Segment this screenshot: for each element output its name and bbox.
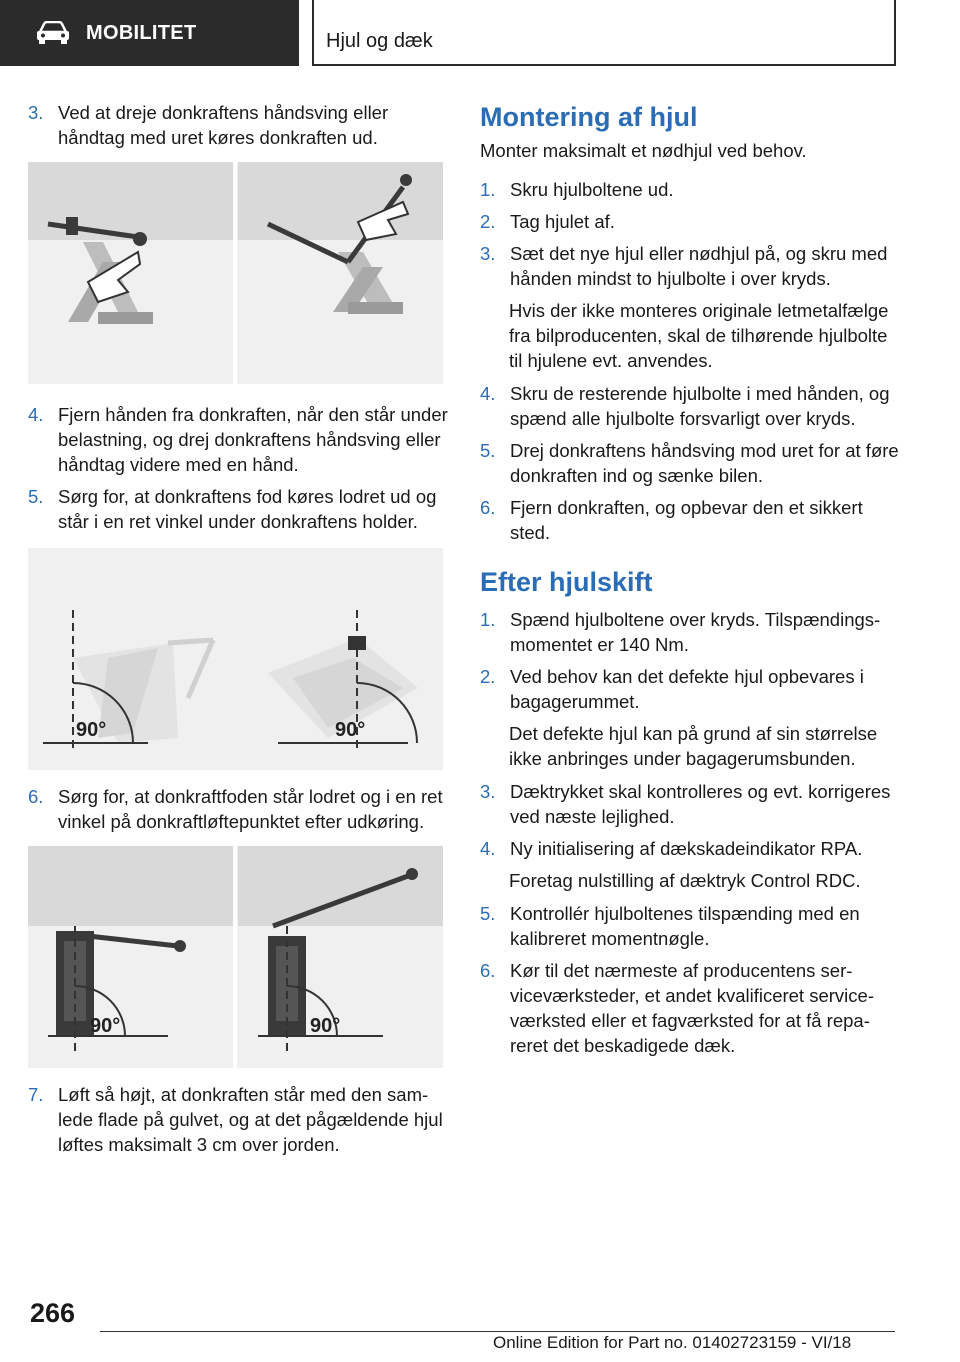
angle-label-left: 90° xyxy=(76,719,107,741)
step-number: 6. xyxy=(28,786,44,807)
mount-step-3-note: Hvis der ikke monteres originale letmetalfælge fra bilproducenten, skal de tilhørende hjulbolte til hjulene evt. anvendes. xyxy=(509,300,889,371)
step-5 xyxy=(28,484,448,534)
mount-step-1 xyxy=(480,177,900,202)
left-column xyxy=(28,100,448,1164)
car-icon xyxy=(36,21,70,45)
page-number: 266 xyxy=(30,1298,76,1328)
step-text: Spænd hjulboltene over kryds. Tilspændingsmomentet er 140 Nm. xyxy=(510,609,881,655)
mount-step-5 xyxy=(480,438,900,488)
footer-divider xyxy=(100,1331,895,1332)
step-text: Ny initialisering af dækskadeindikator RPA. xyxy=(510,838,863,859)
step-number: 4. xyxy=(480,838,496,859)
mounting-intro: Monter maksimalt et nødhjul ved behov. xyxy=(480,140,807,161)
after-step-2-note: Det defekte hjul kan på grund af sin størrelse ikke anbringes under bagagerumsbunden. xyxy=(509,723,878,769)
section-header xyxy=(0,0,299,66)
after-step-5 xyxy=(480,901,900,951)
step-number: 1. xyxy=(480,179,496,200)
step-number: 3. xyxy=(480,243,496,264)
step-number: 4. xyxy=(28,404,44,425)
angle-label-right: 90° xyxy=(310,1015,341,1037)
step-number: 7. xyxy=(28,1084,44,1105)
step-text: Sæt det nye hjul eller nødhjul på, og skru med hånden mindst to hjulbolte i over kryds. xyxy=(510,243,888,289)
mounting-heading: Montering af hjul xyxy=(480,102,698,132)
step-text: Sørg for, at donkraftfoden står lodret og i en ret vinkel på donkraftløftepunktet efter udkøring. xyxy=(58,786,443,832)
mount-step-6 xyxy=(480,495,900,545)
step-text: Ved behov kan det defekte hjul opbevares i bagagerummet. xyxy=(510,666,864,712)
angle-label-left: 90° xyxy=(90,1015,121,1037)
step-number: 2. xyxy=(480,211,496,232)
chapter-title: Hjul og dæk xyxy=(326,30,433,52)
after-step-1 xyxy=(480,607,900,657)
mount-step-3 xyxy=(480,241,900,291)
step-text: Ved at dreje donkraftens håndsving eller håndtag med uret køres donkraften ud. xyxy=(58,102,389,148)
step-text: Dæktrykket skal kontrolleres og evt. korrigeres ved næste lejlighed. xyxy=(510,781,891,827)
step-number: 6. xyxy=(480,497,496,518)
step-text: Drej donkraftens håndsving mod uret for at føre donkraften ind og sænke bilen. xyxy=(510,440,899,486)
step-text: Sørg for, at donkraftens fod køres lodret ud og står i en ret vinkel under donkraftens holder. xyxy=(58,486,437,532)
step-6 xyxy=(28,784,448,834)
edition-text: Online Edition for Part no. 01402723159 - VI/18 xyxy=(493,1333,852,1352)
jack-crank-figure xyxy=(28,162,443,384)
after-step-3 xyxy=(480,779,900,829)
step-number: 4. xyxy=(480,383,496,404)
step-text: Fjern donkraften, og opbevar den et sikkert sted. xyxy=(510,497,863,543)
step-7 xyxy=(28,1082,448,1157)
mount-step-2 xyxy=(480,209,900,234)
jack-foot-figure xyxy=(28,846,443,1068)
step-text: Skru hjulboltene ud. xyxy=(510,179,674,200)
after-step-2 xyxy=(480,664,900,714)
step-text: Løft så højt, at donkraften står med den samlede flade på gulvet, og at det pågældende hjul løftes maksimalt 3 cm over jorden. xyxy=(58,1084,443,1155)
step-text: Fjern hånden fra donkraften, når den står under belastning, og drej donkraftens håndsving eller håndtag videre med en hånd. xyxy=(58,404,448,475)
right-column xyxy=(480,100,900,1065)
mount-step-4 xyxy=(480,381,900,431)
step-text: Skru de resterende hjulbolte i med hånden, og spænd alle hjulbolte forsvarligt over kryds. xyxy=(510,383,890,429)
after-step-4-note: Foretag nulstilling af dæktryk Control RDC. xyxy=(509,870,861,891)
step-number: 5. xyxy=(480,903,496,924)
step-3 xyxy=(28,100,448,150)
step-number: 6. xyxy=(480,960,496,981)
step-4 xyxy=(28,402,448,477)
step-text: Kontrollér hjulboltenes tilspænding med en kalibreret momentnøgle. xyxy=(510,903,860,949)
angle-label-right: 90° xyxy=(335,719,366,741)
step-number: 5. xyxy=(28,486,44,507)
after-step-6 xyxy=(480,958,900,1058)
step-number: 3. xyxy=(28,102,44,123)
after-heading: Efter hjulskift xyxy=(480,567,653,597)
step-text: Tag hjulet af. xyxy=(510,211,615,232)
step-number: 5. xyxy=(480,440,496,461)
after-step-4 xyxy=(480,836,900,861)
jack-angle-figure xyxy=(28,548,443,770)
step-number: 3. xyxy=(480,781,496,802)
step-number: 2. xyxy=(480,666,496,687)
section-title: MOBILITET xyxy=(86,21,197,44)
chapter-header xyxy=(312,0,896,66)
step-text: Kør til det nærmeste af producentens serviceværksteder, et andet kvalificeret serviceværksted eller et fagværksted for at få repareret det beskadigede dæk. xyxy=(510,960,874,1056)
step-number: 1. xyxy=(480,609,496,630)
